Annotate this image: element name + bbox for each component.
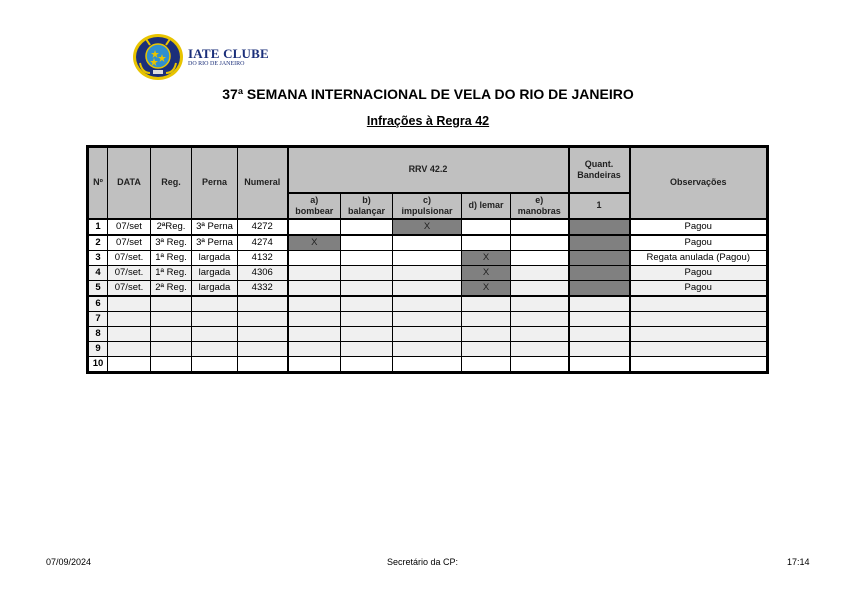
cell-data: 07/set. bbox=[108, 265, 151, 280]
cell-quant bbox=[569, 250, 630, 265]
header-b bbox=[341, 193, 393, 219]
cell-a bbox=[288, 280, 341, 296]
row-no: 10 bbox=[88, 356, 108, 372]
header-c-line1: c) bbox=[422, 194, 431, 205]
row-no: 1 bbox=[88, 219, 108, 235]
cell-e bbox=[511, 311, 569, 326]
cell-obs: Pagou bbox=[630, 280, 768, 296]
header-no: Nº bbox=[88, 147, 108, 219]
cell-c bbox=[393, 311, 462, 326]
row-no: 8 bbox=[88, 326, 108, 341]
header-quant bbox=[569, 147, 630, 193]
cell-d bbox=[462, 235, 511, 251]
page-title: 37ª SEMANA INTERNACIONAL DE VELA DO RIO DE JANEIRO bbox=[222, 86, 634, 102]
cell-reg bbox=[151, 356, 192, 372]
cell-a: X bbox=[288, 235, 341, 251]
cell-data: 07/set. bbox=[108, 280, 151, 296]
header-e bbox=[511, 193, 569, 219]
cell-reg bbox=[151, 296, 192, 312]
cell-c bbox=[393, 296, 462, 312]
page-subtitle bbox=[0, 114, 856, 128]
cell-numeral: 4132 bbox=[238, 250, 288, 265]
cell-data bbox=[108, 356, 151, 372]
cell-quant bbox=[569, 296, 630, 312]
header-reg: Reg. bbox=[151, 147, 192, 219]
cell-e bbox=[511, 296, 569, 312]
cell-perna: largada bbox=[192, 265, 238, 280]
cell-c bbox=[393, 265, 462, 280]
cell-obs: Pagou bbox=[630, 219, 768, 235]
cell-quant bbox=[569, 341, 630, 356]
cell-obs: Pagou bbox=[630, 265, 768, 280]
cell-data bbox=[108, 311, 151, 326]
cell-quant bbox=[569, 326, 630, 341]
cell-reg: 1ª Reg. bbox=[151, 265, 192, 280]
header-obs: Observações bbox=[630, 147, 768, 219]
cell-b bbox=[341, 250, 393, 265]
logo-subtitle: DO RIO DE JANEIRO bbox=[188, 61, 245, 67]
cell-b bbox=[341, 356, 393, 372]
cell-c: X bbox=[393, 219, 462, 235]
cell-b bbox=[341, 235, 393, 251]
table-body bbox=[88, 219, 768, 373]
cell-obs bbox=[630, 341, 768, 356]
cell-numeral bbox=[238, 311, 288, 326]
cell-perna: largada bbox=[192, 250, 238, 265]
row-no: 4 bbox=[88, 265, 108, 280]
header-c bbox=[393, 193, 462, 219]
cell-data: 07/set. bbox=[108, 250, 151, 265]
cell-e bbox=[511, 356, 569, 372]
cell-obs: Regata anulada (Pagou) bbox=[630, 250, 768, 265]
cell-a bbox=[288, 250, 341, 265]
subtitle-text: Infrações à Regra 42 bbox=[366, 114, 490, 128]
cell-quant bbox=[569, 219, 630, 235]
table-row bbox=[88, 235, 768, 251]
cell-quant bbox=[569, 235, 630, 251]
cell-d: X bbox=[462, 250, 511, 265]
table-row bbox=[88, 311, 768, 326]
cell-b bbox=[341, 296, 393, 312]
cell-numeral bbox=[238, 341, 288, 356]
cell-e bbox=[511, 235, 569, 251]
cell-a bbox=[288, 356, 341, 372]
cell-c bbox=[393, 250, 462, 265]
footer-secretary: Secretário da CP: bbox=[387, 557, 459, 567]
cell-a bbox=[288, 219, 341, 235]
cell-perna: 3ª Perna bbox=[192, 235, 238, 251]
cell-numeral: 4272 bbox=[238, 219, 288, 235]
cell-a bbox=[288, 265, 341, 280]
cell-data bbox=[108, 341, 151, 356]
cell-d bbox=[462, 311, 511, 326]
cell-numeral bbox=[238, 296, 288, 312]
logo-text bbox=[188, 46, 269, 67]
row-no: 7 bbox=[88, 311, 108, 326]
header-data: DATA bbox=[108, 147, 151, 219]
cell-quant bbox=[569, 265, 630, 280]
cell-reg: 3ª Reg. bbox=[151, 235, 192, 251]
cell-d bbox=[462, 219, 511, 235]
cell-a bbox=[288, 341, 341, 356]
cell-e bbox=[511, 250, 569, 265]
cell-d bbox=[462, 326, 511, 341]
row-no: 6 bbox=[88, 296, 108, 312]
cell-data: 07/set bbox=[108, 219, 151, 235]
cell-d: X bbox=[462, 280, 511, 296]
header-quant-line2: Bandeiras bbox=[577, 169, 621, 180]
header-e-line1: e) bbox=[535, 194, 544, 205]
cell-numeral: 4274 bbox=[238, 235, 288, 251]
cell-c bbox=[393, 326, 462, 341]
cell-perna bbox=[192, 311, 238, 326]
cell-quant bbox=[569, 311, 630, 326]
row-no: 5 bbox=[88, 280, 108, 296]
cell-d: X bbox=[462, 265, 511, 280]
header-a-line1: a) bbox=[310, 194, 319, 205]
cell-c bbox=[393, 356, 462, 372]
cell-d bbox=[462, 296, 511, 312]
header-perna: Perna bbox=[192, 147, 238, 219]
footer-time: 17:14 bbox=[787, 557, 810, 567]
cell-b bbox=[341, 341, 393, 356]
table-row bbox=[88, 280, 768, 296]
cell-numeral bbox=[238, 326, 288, 341]
table-row bbox=[88, 296, 768, 312]
cell-b bbox=[341, 326, 393, 341]
table-row bbox=[88, 265, 768, 280]
row-no: 3 bbox=[88, 250, 108, 265]
header-b-line2: balançar bbox=[347, 205, 386, 216]
header-numeral: Numeral bbox=[238, 147, 288, 219]
header-e-line2: manobras bbox=[517, 205, 561, 216]
cell-obs bbox=[630, 296, 768, 312]
cell-numeral: 4306 bbox=[238, 265, 288, 280]
header-quant-sub: 1 bbox=[569, 193, 630, 219]
cell-obs bbox=[630, 356, 768, 372]
header-d: d) lemar bbox=[462, 193, 511, 219]
row-no: 9 bbox=[88, 341, 108, 356]
cell-e bbox=[511, 341, 569, 356]
cell-quant bbox=[569, 356, 630, 372]
cell-a bbox=[288, 326, 341, 341]
cell-b bbox=[341, 280, 393, 296]
cell-c bbox=[393, 341, 462, 356]
cell-perna bbox=[192, 326, 238, 341]
cell-data bbox=[108, 296, 151, 312]
table-row bbox=[88, 219, 768, 235]
cell-quant bbox=[569, 280, 630, 296]
infractions-table bbox=[86, 145, 769, 374]
cell-a bbox=[288, 296, 341, 312]
cell-c bbox=[393, 280, 462, 296]
cell-perna: 3ª Perna bbox=[192, 219, 238, 235]
cell-numeral: 4332 bbox=[238, 280, 288, 296]
table-row bbox=[88, 356, 768, 372]
cell-reg: 2ªReg. bbox=[151, 219, 192, 235]
cell-perna bbox=[192, 341, 238, 356]
cell-data: 07/set bbox=[108, 235, 151, 251]
header-b-line1: b) bbox=[362, 194, 371, 205]
header-c-line2: impulsionar bbox=[401, 205, 453, 216]
table-row bbox=[88, 250, 768, 265]
logo-title: IATE CLUBE bbox=[188, 46, 269, 61]
cell-reg bbox=[151, 326, 192, 341]
cell-reg bbox=[151, 341, 192, 356]
cell-numeral bbox=[238, 356, 288, 372]
cell-a bbox=[288, 311, 341, 326]
cell-b bbox=[341, 311, 393, 326]
table-row bbox=[88, 341, 768, 356]
footer-date: 07/09/2024 bbox=[46, 557, 92, 567]
cell-e bbox=[511, 265, 569, 280]
cell-reg: 2ª Reg. bbox=[151, 280, 192, 296]
cell-d bbox=[462, 356, 511, 372]
cell-b bbox=[341, 219, 393, 235]
header-rrv: RRV 42.2 bbox=[288, 147, 569, 193]
cell-obs: Pagou bbox=[630, 235, 768, 251]
cell-e bbox=[511, 219, 569, 235]
cell-perna: largada bbox=[192, 280, 238, 296]
cell-d bbox=[462, 341, 511, 356]
cell-e bbox=[511, 280, 569, 296]
header-a bbox=[288, 193, 341, 219]
header-quant-line1: Quant. bbox=[584, 158, 614, 169]
cell-c bbox=[393, 235, 462, 251]
cell-data bbox=[108, 326, 151, 341]
cell-obs bbox=[630, 311, 768, 326]
cell-perna bbox=[192, 356, 238, 372]
cell-reg bbox=[151, 311, 192, 326]
row-no: 2 bbox=[88, 235, 108, 251]
header-a-line2: bombear bbox=[295, 205, 334, 216]
table-row bbox=[88, 326, 768, 341]
cell-e bbox=[511, 326, 569, 341]
iate-clube-logo bbox=[132, 33, 184, 81]
cell-perna bbox=[192, 296, 238, 312]
cell-obs bbox=[630, 326, 768, 341]
cell-reg: 1ª Reg. bbox=[151, 250, 192, 265]
cell-b bbox=[341, 265, 393, 280]
